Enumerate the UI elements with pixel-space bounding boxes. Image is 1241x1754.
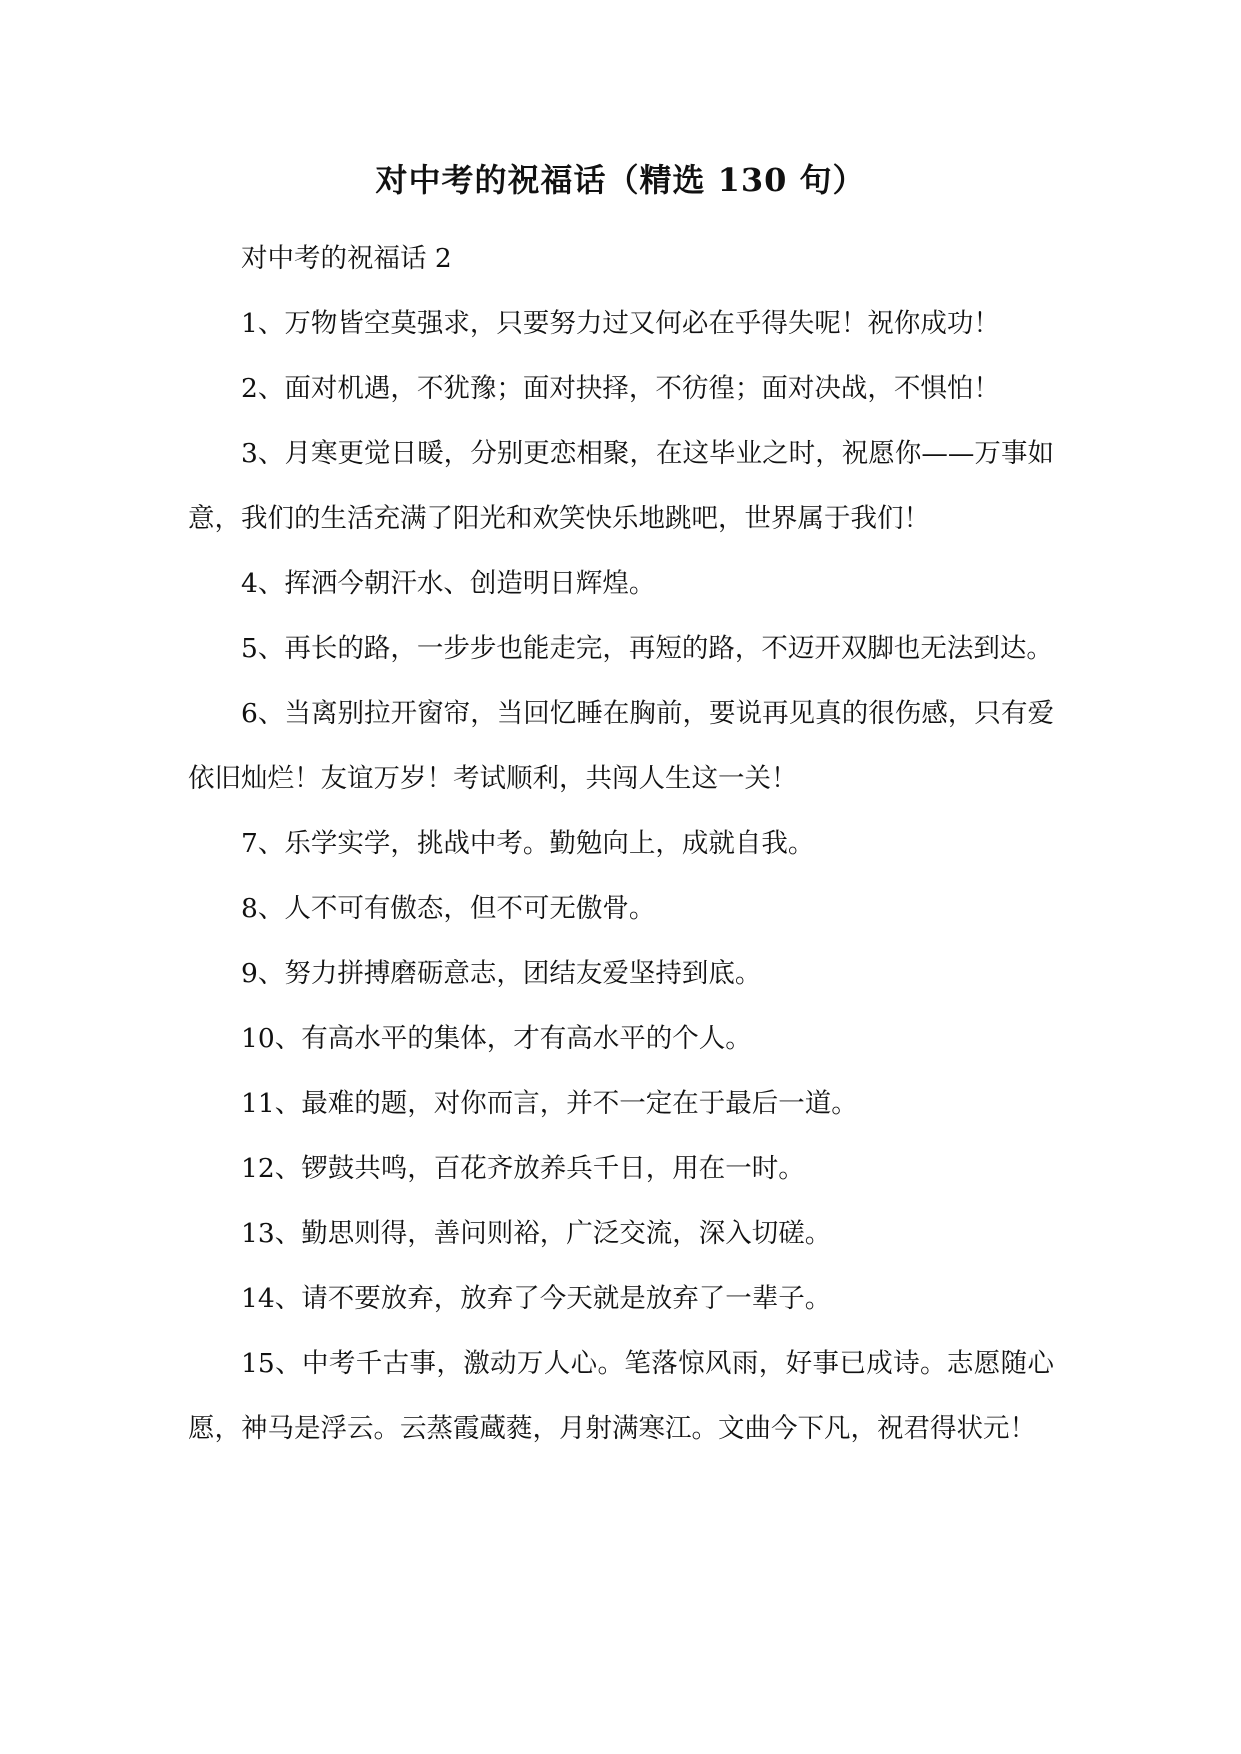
blessing-item-1: 1、万物皆空莫强求，只要努力过又何必在乎得失呢！祝你成功！ [241, 308, 1000, 339]
blessing-item-7: 7、乐学实学，挑战中考。勤勉向上，成就自我。 [241, 828, 815, 859]
document-body [188, 226, 1054, 1461]
blessing-item-15: 15、中考千古事，激动万人心。笔落惊风雨，好事已成诗。志愿随心愿，神马是浮云。云蒸霞蔵蕤，月射满寒江。文曲今下凡，祝君得状元！ [188, 1348, 1054, 1444]
blessing-item-6: 6、当离别拉开窗帘，当回忆睡在胸前，要说再见真的很伤感，只有爱依旧灿烂！友谊万岁！考试顺利，共闯人生这一关！ [188, 698, 1054, 794]
section-subtitle: 对中考的祝福话 2 [241, 243, 452, 274]
blessing-item-13: 13、勤思则得，善问则裕，广泛交流，深入切磋。 [241, 1218, 832, 1249]
blessing-item-11: 11、最难的题，对你而言，并不一定在于最后一道。 [241, 1088, 858, 1119]
blessing-item-12: 12、锣鼓共鸣，百花齐放养兵千日，用在一时。 [241, 1153, 805, 1184]
blessing-item-8: 8、人不可有傲态，但不可无傲骨。 [241, 893, 656, 924]
blessing-item-10: 10、有高水平的集体，才有高水平的个人。 [241, 1023, 752, 1054]
blessing-item-2: 2、面对机遇，不犹豫；面对抉择，不彷徨；面对决战，不惧怕！ [241, 373, 1000, 404]
blessing-item-14: 14、请不要放弃，放弃了今天就是放弃了一辈子。 [241, 1283, 832, 1314]
blessing-item-4: 4、挥洒今朝汗水、创造明日辉煌。 [241, 568, 656, 599]
blessing-item-3: 3、月寒更觉日暖，分别更恋相聚，在这毕业之时，祝愿你——万事如意，我们的生活充满了阳光和欢笑快乐地跳吧，世界属于我们！ [188, 438, 1054, 534]
blessing-item-5: 5、再长的路，一步步也能走完，再短的路，不迈开双脚也无法到达。 [241, 633, 1053, 664]
document-title: 对中考的祝福话（精选 130 句） [375, 161, 866, 199]
blessing-item-9: 9、努力拼搏磨砺意志，团结友爱坚持到底。 [241, 958, 762, 989]
